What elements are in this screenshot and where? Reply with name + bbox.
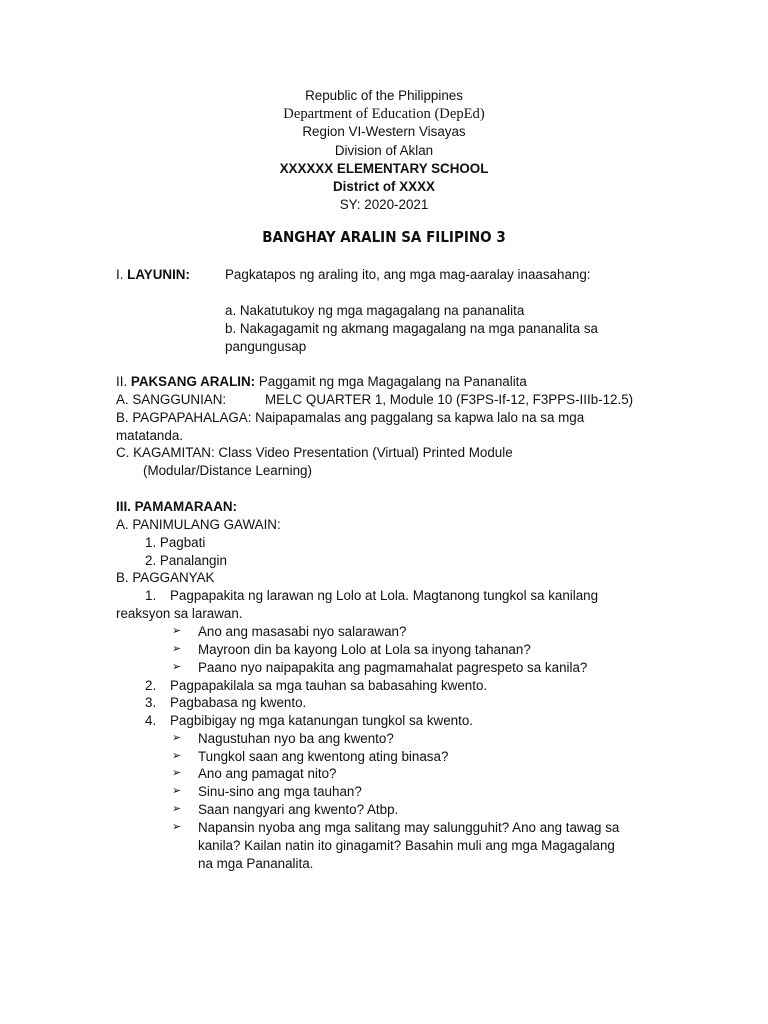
arrowhead-bullet-icon: ➢ <box>172 767 182 779</box>
layunin-item-b: b. Nakagagamit ng akmang magagalang na mga pananalita sa <box>225 321 598 336</box>
panimula-item-2: 2. Panalangin <box>145 553 227 568</box>
step-1-question: Ano ang masasabi nyo salarawan? <box>198 624 407 639</box>
step-4-question: Saan nangyari ang kwento? Atbp. <box>198 802 399 817</box>
pagganyak-label: B. PAGGANYAK <box>116 570 215 585</box>
arrowhead-bullet-icon: ➢ <box>172 661 182 673</box>
step-4-question-last: Napansin nyoba ang mga salitang may salungguhit? Ano ang tawag sa <box>198 820 620 835</box>
school-year: SY: 2020-2021 <box>339 197 429 213</box>
department-line: Department of Education (DepEd) <box>283 106 485 123</box>
pamamaraan-heading: III. PAMAMARAAN: <box>116 499 237 514</box>
step-1-question: Paano nyo naipapakita ang pagmamahalat pagrespeto sa kanila? <box>198 660 588 675</box>
step-2-number: 2. <box>145 678 157 693</box>
arrowhead-bullet-icon: ➢ <box>172 643 182 655</box>
district-line: District of XXXX <box>333 179 435 195</box>
step-1-text: Pagpapakita ng larawan ng Lolo at Lola. Magtanong tungkol sa kanilang <box>170 588 599 603</box>
kagamitan-line: C. KAGAMITAN: Class Video Presentation (Virtual) Printed Module <box>116 445 513 460</box>
arrowhead-bullet-icon: ➢ <box>172 785 182 797</box>
school-name: XXXXXX ELEMENTARY SCHOOL <box>279 160 489 176</box>
layunin-item-a: a. Nakatutukoy ng mga magagalang na pananalita <box>225 303 525 318</box>
step-4-question-last-cont: na mga Pananalita. <box>198 856 314 871</box>
step-4-question-last-cont: kanila? Kailan natin ito ginagamit? Basahin muli ang mga Magagalang <box>198 838 615 853</box>
step-3-number: 3. <box>145 695 157 710</box>
step-2-text: Pagpapakilala sa mga tauhan sa babasahing kwento. <box>170 678 488 693</box>
arrowhead-bullet-icon: ➢ <box>172 821 182 833</box>
sanggunian-value: MELC QUARTER 1, Module 10 (F3PS-If-12, F3PPS-IIIb-12.5) <box>265 392 634 407</box>
step-4-question: Nagustuhan nyo ba ang kwento? <box>198 731 394 746</box>
step-1-question: Mayroon din ba kayong Lolo at Lola sa inyong tahanan? <box>198 642 531 657</box>
step-1-number: 1. <box>145 588 157 603</box>
sanggunian-label: A. SANGGUNIAN: <box>116 392 227 407</box>
arrowhead-bullet-icon: ➢ <box>172 803 182 815</box>
layunin-label: LAYUNIN: <box>127 267 190 282</box>
layunin-numeral: I. <box>116 267 128 282</box>
document-header <box>0 87 768 214</box>
step-4-number: 4. <box>145 713 157 728</box>
step-4-question: Ano ang pamagat nito? <box>198 766 337 781</box>
pagpapahalaga-cont: matatanda. <box>116 428 183 443</box>
layunin-heading <box>116 266 190 284</box>
layunin-intro: Pagkatapos ng araling ito, ang mga mag-aaralay inaasahang: <box>225 267 591 282</box>
republic-line: Republic of the Philippines <box>305 88 463 103</box>
step-4-question: Sinu-sino ang mga tauhan? <box>198 784 362 799</box>
paksa-topic: Paggamit ng mga Magagalang na Pananalita <box>255 374 527 389</box>
step-4-text: Pagbibigay ng mga katanungan tungkol sa kwento. <box>170 713 473 728</box>
division-line: Division of Aklan <box>334 142 434 158</box>
paksa-label: PAKSANG ARALIN: <box>130 374 256 389</box>
paksa-line <box>116 373 527 391</box>
region-line: Region VI-Western Visayas <box>302 124 466 140</box>
step-3-text: Pagbabasa ng kwento. <box>170 695 307 710</box>
arrowhead-bullet-icon: ➢ <box>172 732 182 744</box>
pagpapahalaga-line: B. PAGPAPAHALAGA: Naipapamalas ang paggalang sa kapwa lalo na sa mga <box>116 410 585 425</box>
document-title: BANGHAY ARALIN SA FILIPINO 3 <box>262 228 506 246</box>
arrowhead-bullet-icon: ➢ <box>172 625 182 637</box>
paksa-numeral: II. <box>116 374 131 389</box>
layunin-item-b-cont: pangungusap <box>225 339 307 354</box>
kagamitan-cont: (Modular/Distance Learning) <box>143 463 312 478</box>
step-1-cont: reaksyon sa larawan. <box>116 606 243 621</box>
step-4-question: Tungkol saan ang kwentong ating binasa? <box>198 749 449 764</box>
panimula-label: A. PANIMULANG GAWAIN: <box>116 517 281 532</box>
panimula-item-1: 1. Pagbati <box>145 535 206 550</box>
arrowhead-bullet-icon: ➢ <box>172 750 182 762</box>
